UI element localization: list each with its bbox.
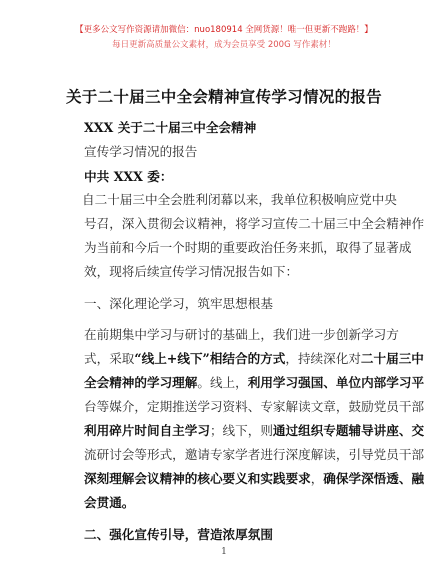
promo-banner-line-2: 每日更新高质量公文素材，成为会员享受 200G 写作素材！ [112,40,336,50]
text-run: ；线下，则 [209,423,273,438]
emphasis-run: 全会精神的学习理解 [84,375,198,390]
text-run: 式，采取 [84,351,135,366]
emphasis-run: 利用碎片时间自主学习 [84,423,210,438]
s1-line-1: 在前期集中学习与研讨的基础上，我们进一步创新学习方 [84,327,399,342]
s1-line-2 [84,348,424,367]
addressee: 中共 XXX 委： [84,169,173,184]
s1-line-7 [84,468,424,487]
section-1-heading: 一、深化理论学习，筑牢思想根基 [84,296,273,311]
s1-line-3 [84,372,424,391]
s1-line-4: 台等媒介，定期推送学习资料、专家解读文章，鼓励党员干部 [84,399,425,414]
emphasis-run: 通过组织专题辅导讲座、交 [272,423,425,438]
intro-line-4: 效，现将后续宣传学习情况报告如下： [84,264,299,279]
s1-line-5 [84,420,424,439]
text-run: ， [310,471,324,486]
page-number: 1 [221,547,227,557]
promo-banner-line-1: 【更多公文写作资源请加微信：nuo180914 全网货源！唯一但更新不跑路！】 [75,25,373,35]
section-2-heading: 二、强化宣传引导，营造浓厚氛围 [84,527,273,542]
subtitle-line-1: XXX 关于二十届三中全会精神 [84,120,257,135]
emphasis-run: 利用学习强国、单位内部学习平 [247,375,425,390]
intro-line-1: 自二十届三中全会胜利闭幕以来，我单位积极响应党中央 [82,192,397,207]
text-run: 。线上， [197,375,248,390]
document-title: 关于二十届三中全会精神宣传学习情况的报告 [65,87,382,106]
emphasis-run: “线上+线下”相结合的方式 [134,351,286,366]
emphasis-run: 确保学深悟透、融 [323,471,425,486]
intro-line-3: 为当前和今后一个时期的重要政治任务来抓，取得了显著成 [84,240,412,255]
s1-line-8: 会贯通。 [84,495,135,510]
s1-line-6: 流研讨会等形式，邀请专家学者进行深度解读，引导党员干部 [84,447,425,462]
subtitle-line-2: 宣传学习情况的报告 [84,144,198,159]
text-run: ，持续深化对 [285,351,361,366]
intro-line-2: 号召，深入贯彻会议精神，将学习宣传二十届三中全会精神作 [84,216,425,231]
emphasis-run: 二十届三中 [360,351,424,366]
emphasis-run: 深刻理解会议精神的核心要义和实践要求 [84,471,311,486]
